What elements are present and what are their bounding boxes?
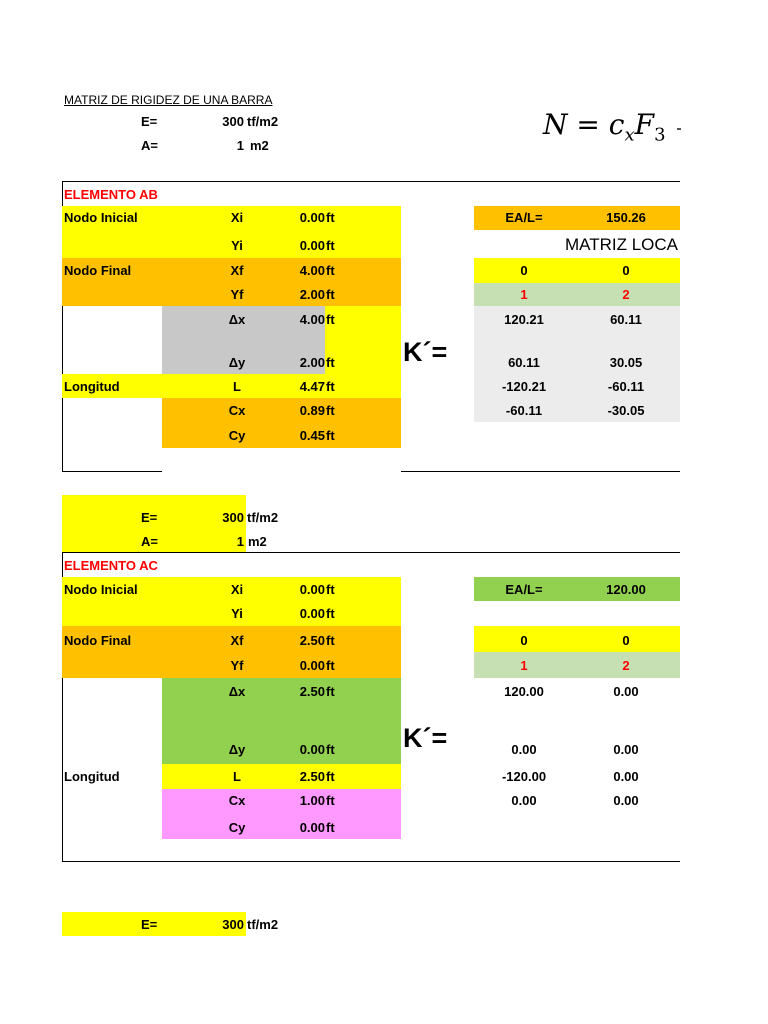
ac-e-unit: tf/m2 [247,510,279,525]
ab-dof-row1-c1: 0 [520,263,528,278]
ab-xf-unit: ft [326,263,335,278]
ac-nodo-inicial-label: Nodo Inicial [64,582,138,597]
ac-yi-value[interactable]: 0.00 [299,606,325,621]
ac-a-value[interactable]: 1 [236,534,244,549]
ac-dof-row2-c2: 2 [622,658,630,673]
ab-cy-value: 0.45 [299,428,325,443]
ac-dx-unit: ft [326,684,335,699]
ab-matrix-cell: 60.11 [508,355,540,370]
e-label: E= [141,114,158,129]
next-e-value[interactable]: 300 [222,917,244,932]
ac-yi-label: Yi [231,606,243,621]
ac-matrix-cell: -120.00 [501,769,547,784]
ab-xf-label: Xf [230,263,244,278]
axial-force-formula: $N = c_xF_3$ [543,108,666,146]
ab-xi-value[interactable]: 0.00 [299,210,325,225]
ab-dx-unit: ft [326,312,335,327]
ac-dof-row2-c1: 1 [520,658,528,673]
ac-matrix-cell: 0.00 [511,793,537,808]
ac-l-label: L [233,769,241,784]
ab-matrix-cell: -60.11 [607,379,645,394]
ac-matrix-cell: 0.00 [613,793,639,808]
element-ac-title: ELEMENTO AC [64,558,158,573]
ab-xf-value[interactable]: 4.00 [299,263,325,278]
element-ab-top-border [62,181,680,182]
next-e-unit: tf/m2 [247,917,279,932]
ab-matrix-cell: -120.21 [501,379,547,394]
ab-dy-unit: ft [326,355,335,370]
ab-cy-unit: ft [326,428,335,443]
ac-cx-label: Cx [228,793,246,808]
element-ab-bottom-border-right [401,471,680,472]
ac-eal-value: 120.00 [606,582,646,597]
sheet-title: MATRIZ DE RIGIDEZ DE UNA BARRA [64,93,273,107]
ab-yi-unit: ft [326,238,335,253]
ab-matrix-cell: -60.11 [505,403,543,418]
a-label: A= [141,138,158,153]
ac-nodo-final-label: Nodo Final [64,633,132,648]
ab-k-prime-label: K´= [403,337,448,367]
ab-dof-row2-c1: 1 [520,287,528,302]
formula-continuation [677,128,681,130]
ac-longitud-label: Longitud [64,769,120,784]
a-unit: m2 [250,138,269,153]
ab-matrix-cell: 30.05 [609,355,643,370]
element-ac-top-border [62,552,680,553]
ab-cx-value: 0.89 [299,403,325,418]
ac-xi-label: Xi [230,582,244,597]
ab-dof-row2-c2: 2 [622,287,630,302]
ac-eal-label: EA/L= [505,582,543,597]
ab-l-value: 4.47 [299,379,325,394]
ac-cx-value: 1.00 [299,793,325,808]
ac-yf-unit: ft [326,658,335,673]
ac-xf-label: Xf [230,633,244,648]
ac-xi-unit: ft [326,582,335,597]
ab-longitud-label: Longitud [64,379,120,394]
ab-nodo-inicial-label: Nodo Inicial [64,210,138,225]
ab-delta-yellow-fill [325,306,401,374]
ac-dof-row1-c2: 0 [622,633,630,648]
ac-matrix-cell: 120.00 [504,684,544,699]
ab-yi-label: Yi [231,238,243,253]
ac-yi-unit: ft [326,606,335,621]
ab-dof-row1-c2: 0 [622,263,630,278]
ab-xi-label: Xi [230,210,244,225]
ab-matrix-cell: 60.11 [610,312,642,327]
ac-e-value[interactable]: 300 [222,510,244,525]
ab-yf-label: Yf [230,287,244,302]
ac-a-unit: m2 [248,534,267,549]
ab-cy-label: Cy [228,428,246,443]
ab-matrix-cell: -30.05 [607,403,645,418]
ab-dx-value: 4.00 [299,312,325,327]
ac-cy-value: 0.00 [299,820,325,835]
ac-xf-value[interactable]: 2.50 [299,633,325,648]
ac-dy-unit: ft [326,742,335,757]
ac-a-label: A= [141,534,158,549]
ab-xi-unit: ft [326,210,335,225]
ac-cx-unit: ft [326,793,335,808]
e-value[interactable]: 300 [222,114,244,129]
ab-cx-label: Cx [228,403,246,418]
ab-eal-label: EA/L= [505,210,543,225]
ac-yf-label: Yf [230,658,244,673]
ab-nodo-final-label: Nodo Final [64,263,132,278]
ab-matrix-title: MATRIZ LOCA [565,235,679,254]
ab-cx-unit: ft [326,403,335,418]
ac-matrix-cell: 0.00 [613,684,639,699]
a-value[interactable]: 1 [236,138,244,153]
ac-matrix-cell: 0.00 [613,742,639,757]
ab-l-label: L [233,379,241,394]
ab-yf-value[interactable]: 2.00 [299,287,325,302]
ab-yi-value[interactable]: 0.00 [299,238,325,253]
element-ab-bottom-border-left [62,471,162,472]
ac-yf-value[interactable]: 0.00 [299,658,325,673]
ac-dy-label: Δy [228,742,246,757]
element-ac-bottom-border [62,861,680,862]
ac-e-label: E= [141,510,158,525]
ac-matrix-cell: 0.00 [613,769,639,784]
ac-matrix-cell: 0.00 [511,742,537,757]
ac-dy-value: 0.00 [299,742,325,757]
ac-xf-unit: ft [326,633,335,648]
ac-k-prime-label: K´= [403,723,448,753]
ac-xi-value[interactable]: 0.00 [299,582,325,597]
element-ab-title: ELEMENTO AB [64,187,158,202]
ac-cy-unit: ft [326,820,335,835]
ab-matrix-cell: 120.21 [504,312,544,327]
ab-dx-label: Δx [228,312,246,327]
ab-yf-unit: ft [326,287,335,302]
ab-dy-value: 2.00 [299,355,325,370]
ac-l-unit: ft [326,769,335,784]
ac-dof-row1-c1: 0 [520,633,528,648]
ab-l-unit: ft [326,379,335,394]
ac-cy-label: Cy [228,820,246,835]
ac-dx-label: Δx [228,684,246,699]
next-e-label: E= [141,917,158,932]
ac-dx-value: 2.50 [299,684,325,699]
ac-l-value: 2.50 [299,769,325,784]
ab-eal-value: 150.26 [606,210,646,225]
e-unit: tf/m2 [247,114,279,129]
ab-dy-label: Δy [228,355,246,370]
